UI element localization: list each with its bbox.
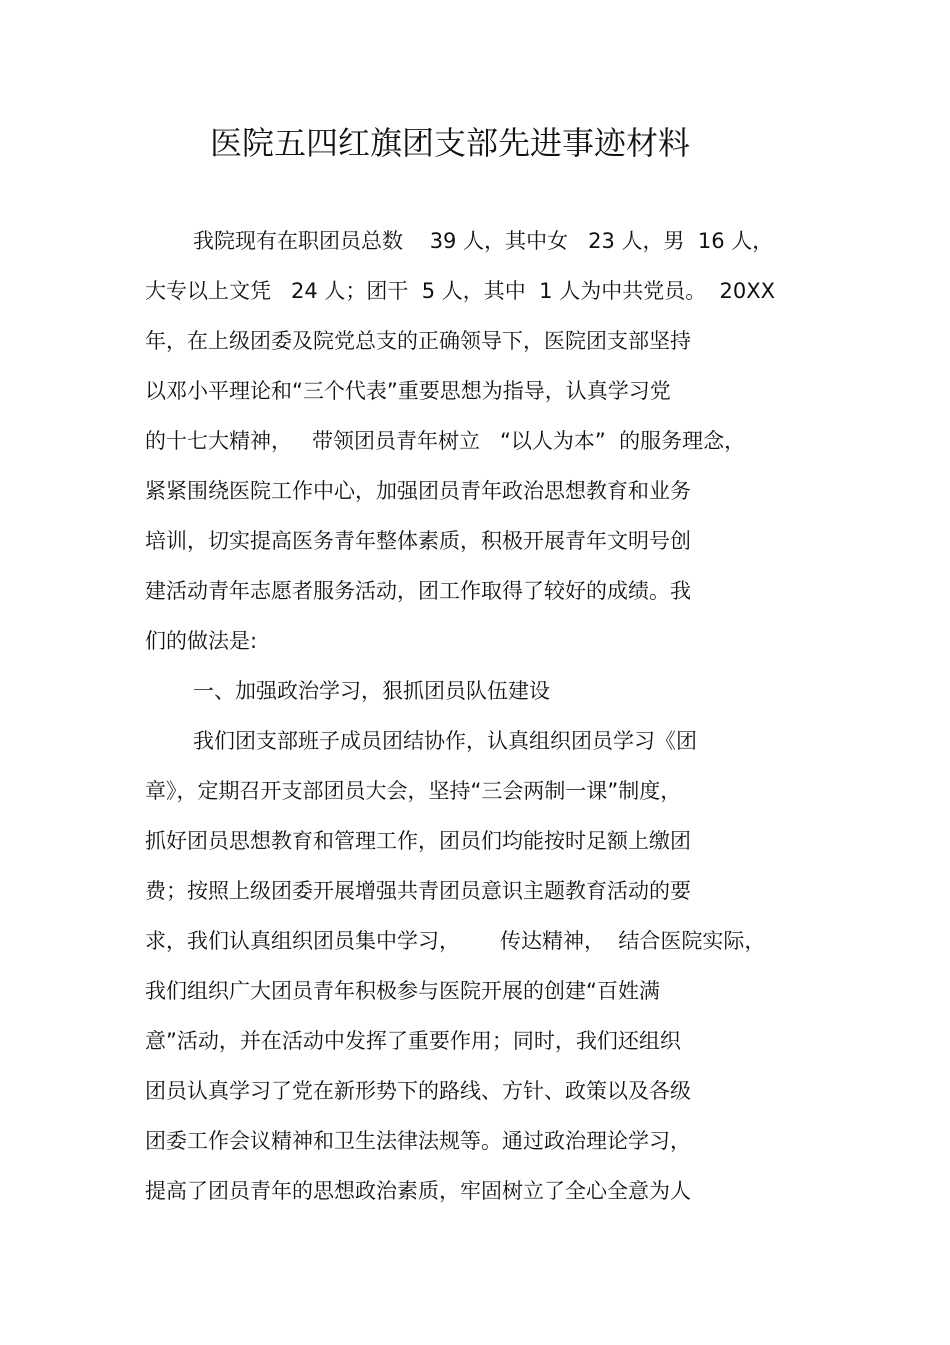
body-line: 抓好团员思想教育和管理工作，团员们均能按时足额上缴团	[145, 829, 691, 853]
body-line: 培训，切实提高医务青年整体素质，积极开展青年文明号创	[145, 529, 691, 553]
body-line: 年，在上级团委及院党总支的正确领导下，医院团支部坚持	[145, 329, 691, 353]
body-line: 我们团支部班子成员团结协作，认真组织团员学习《团	[193, 729, 697, 753]
body-line: 我们组织广大团员青年积极参与医院开展的创建“百姓满	[145, 979, 660, 1003]
body-line: 们的做法是:	[145, 629, 258, 653]
body-line: 以邓小平理论和“三个代表”重要思想为指导，认真学习党	[145, 379, 671, 403]
body-line: 章》，定期召开支部团员大会，坚持“三会两制一课”制度，	[145, 779, 682, 803]
body-line: 我院现有在职团员总数 39 人，其中女 23 人，男 16 人，	[193, 229, 774, 253]
body-line: 团员认真学习了党在新形势下的路线、方针、政策以及各级	[145, 1079, 691, 1103]
body-line: 建活动青年志愿者服务活动，团工作取得了较好的成绩。我	[145, 579, 691, 603]
body-line: 的十七大精神， 带领团员青年树立 “以人为本” 的服务理念，	[145, 429, 746, 453]
section-heading: 一、加强政治学习，狠抓团员队伍建设	[193, 679, 550, 703]
body-line: 求，我们认真组织团员集中学习， 传达精神， 结合医院实际，	[145, 929, 766, 953]
body-line: 费；按照上级团委开展增强共青团员意识主题教育活动的要	[145, 879, 691, 903]
body-line: 大专以上文凭 24 人；团干 5 人，其中 1 人为中共党员。 20XX	[145, 279, 776, 303]
body-line: 提高了团员青年的思想政治素质，牢固树立了全心全意为人	[145, 1179, 691, 1203]
document-title: 医院五四红旗团支部先进事迹材料	[209, 124, 690, 162]
body-line: 紧紧围绕医院工作中心，加强团员青年政治思想教育和业务	[145, 479, 691, 503]
body-line: 团委工作会议精神和卫生法律法规等。通过政治理论学习，	[145, 1129, 691, 1153]
body-line: 意”活动，并在活动中发挥了重要作用；同时，我们还组织	[145, 1029, 681, 1053]
